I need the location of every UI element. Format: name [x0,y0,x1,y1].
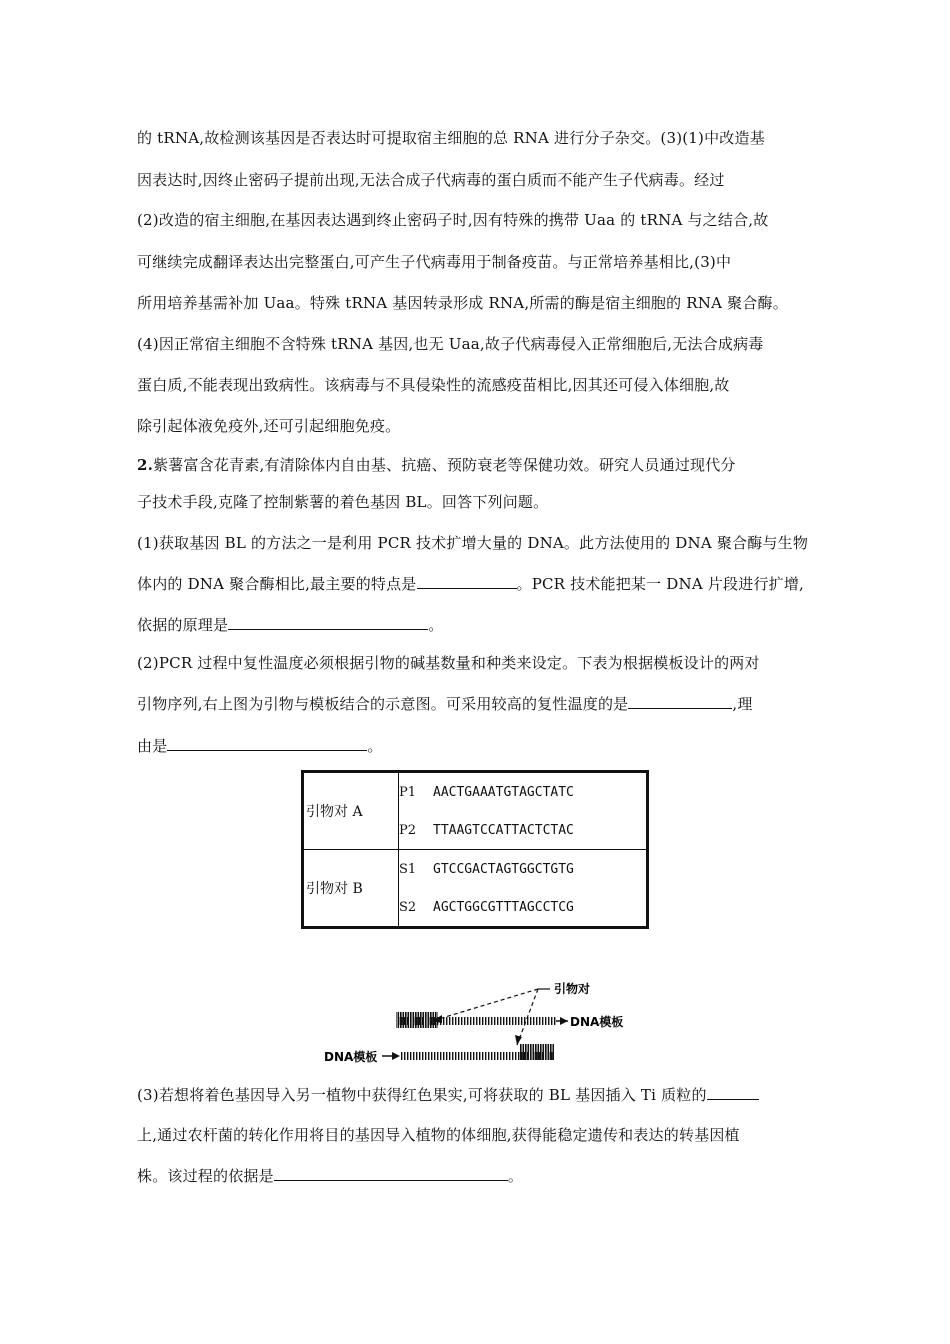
question-number: 2. [137,456,154,474]
q3-text: 。 [507,1167,524,1185]
primer-row [399,773,646,811]
paragraph-line: 因表达时,因终止密码子提前出现,无法合成子代病毒的蛋白质而不能产生子代病毒。经过 [137,171,725,189]
pointer-upper [432,989,538,1021]
q2-text: 。 [367,737,383,755]
primer-sequence: AGCTGGCGTTTAGCCTCG [433,899,574,915]
primer-sequence: AACTGAAATGTAGCTATC [433,784,574,800]
stem-text: 紫薯富含花青素,有清除体内自由基、抗癌、预防衰老等保健功效。研究人员通过现代分 [153,456,736,474]
paragraph-line: 可继续完成翻译表达出完整蛋白,可产生子代病毒用于制备疫苗。与正常培养基相比,(3)中 [137,253,732,271]
primer-row [399,888,646,926]
q2-line [137,736,817,756]
dna-template-label-right: DNA模板 [570,1015,624,1029]
answer-blank[interactable] [417,574,517,589]
answer-blank[interactable] [707,1085,759,1100]
primer-id: S1 [399,861,417,877]
paragraph-line: (2)改造的宿主细胞,在基因表达遇到终止密码子时,因有特殊的携带 Uaa 的 tRNA 与之结合,故 [137,211,769,229]
q3-text: (3)若想将着色基因导入另一植物中获得红色果实,可将获取的 BL 基因插入 Ti 质粒的 [137,1086,707,1104]
answer-blank[interactable] [274,1166,508,1181]
primer-row [399,811,646,849]
q3-line [137,1085,817,1105]
primer-id: S2 [399,899,417,915]
answer-blank[interactable] [228,615,428,630]
primer-pair-label: 引物对 [554,982,591,996]
q2-text: 引物序列,右上图为引物与模板结合的示意图。可采用较高的复性温度的是 [137,695,629,713]
primer-group-label: 引物对 B [303,850,399,928]
q3-line: 上,通过农杆菌的转化作用将目的基因导入植物的体细胞,获得能稳定遗传和表达的转基因植 [137,1126,740,1144]
lower-primer [520,1044,554,1060]
primer-group-label: 引物对 A [303,772,399,850]
q2-line: (2)PCR 过程中复性温度必须根据引物的碱基数量和种类来设定。下表为根据模板设计的两对 [137,654,760,672]
primer-row [399,850,646,888]
q2-text: 由是 [137,737,168,755]
q3-text: 株。该过程的依据是 [137,1167,274,1185]
q1-text: 体内的 DNA 聚合酶相比,最主要的特点是 [137,575,417,593]
paragraph-line: 除引起体液免疫外,还可引起细胞免疫。 [137,417,401,435]
paragraph-line: 蛋白质,不能表现出致病性。该病毒与不具侵染性的流感疫苗相比,因其还可侵入体细胞,故 [137,376,730,394]
q2-line [137,694,817,714]
paragraph-line: 所用培养基需补加 Uaa。特殊 tRNA 基因转录形成 RNA,所需的酶是宿主细胞的 RNA 聚合酶。 [137,294,788,312]
primer-sequence: GTCCGACTAGTGGCTGTG [433,861,574,877]
primer-id: P2 [399,822,417,838]
answer-blank[interactable] [628,694,732,709]
primer-id: P1 [399,784,417,800]
q1-text: 。PCR 技术能把某一 DNA 片段进行扩增, [516,575,805,593]
answer-blank[interactable] [167,736,367,751]
primer-sequence: TTAAGTCCATTACTCTAC [433,822,574,838]
q3-line [137,1166,817,1186]
upper-primer [396,1012,438,1028]
q1-text: 依据的原理是 [137,616,229,634]
q1-line [137,574,817,594]
paragraph-line: 的 tRNA,故检测该基因是否表达时可提取宿主细胞的总 RNA 进行分子杂交。(3)(1)中改造基 [137,129,765,147]
primer-table [301,770,649,929]
q2-text: ,理 [732,695,753,713]
dna-template-label-left: DNA模板 [324,1050,378,1064]
q1-line [137,615,817,635]
question-stem [137,455,817,475]
question-stem-line: 子技术手段,克隆了控制紫薯的着色基因 BL。回答下列问题。 [137,493,549,511]
q1-text: 。 [428,616,444,634]
primer-template-diagram [320,975,640,1070]
q1-line: (1)获取基因 BL 的方法之一是利用 PCR 技术扩增大量的 DNA。此方法使用的 DNA 聚合酶与生物 [137,534,809,552]
paragraph-line: (4)因正常宿主细胞不含特殊 tRNA 基因,也无 Uaa,故子代病毒侵入正常细胞后,无法合成病毒 [137,335,764,353]
